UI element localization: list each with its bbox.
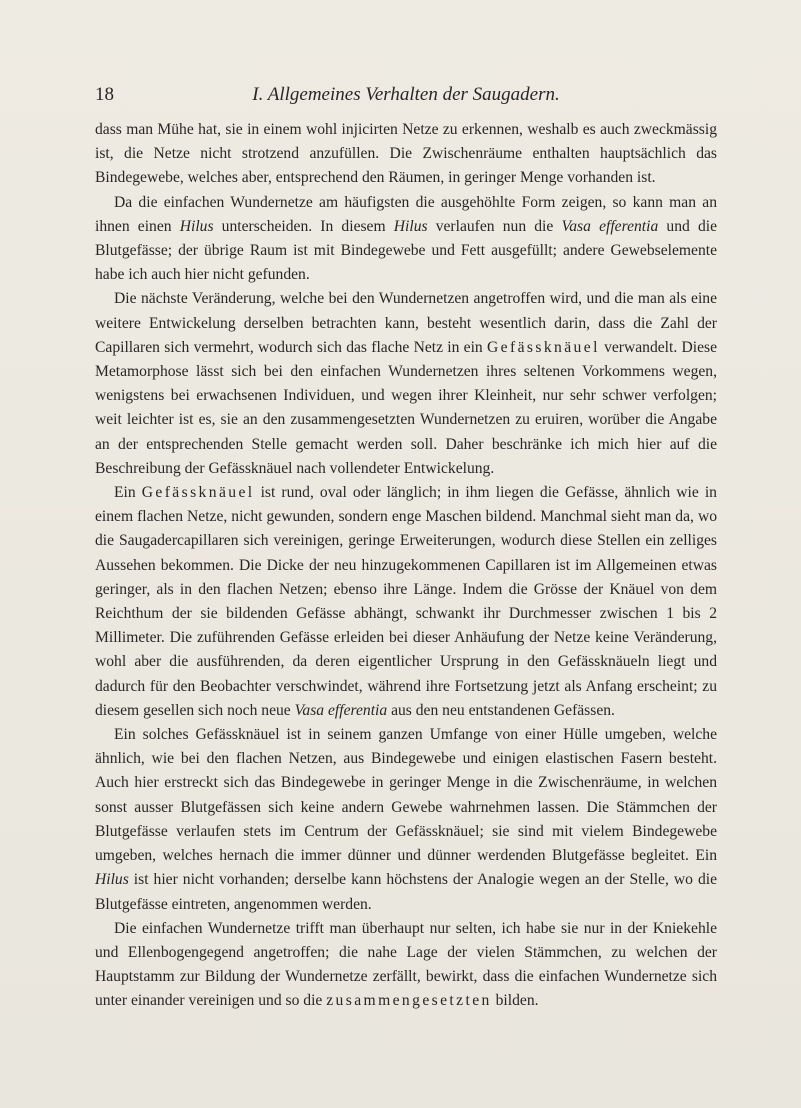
spaced-term-gefaessknaeuel: Gefässknäuel	[487, 338, 600, 356]
paragraph-3: Die nächste Veränderung, welche bei den Wundernetzen angetroffen wird, und die man als eine weitere Entwickelung derselben betrachten kann, besteht wesentlich darin, dass die Zahl der Capillaren sich vermehrt, wodurch sich das flache Netz in ein Gefässknäuel verwandelt. Diese Metamorphose lässt sich bei den einfachen Wundernetzen ihres seltenen Vorkommens wegen, wenigstens bei erwachsenen Individuen, und wegen ihrer Kleinheit, nur sehr schwer verfolgen; weit leichter ist es, sie an den zusammengesetzten Wundernetzen zu eruiren, worüber die Angabe an der entsprechenden Stelle gemacht werden soll. Daher beschränke ich mich hier auf die Beschreibung der Gefässknäuel nach vollendeter Entwickelung.	[95, 290, 718, 477]
paragraph-1: dass man Mühe hat, sie in einem wohl injicirten Netze zu erkennen, weshalb es auch zweckmässig ist, die Netze nicht strotzend anzufüllen. Die Zwischenräume enthalten hauptsächlich das Bindegewebe, welches aber, entsprechend den Räumen, in geringer Menge vorhanden ist.	[95, 121, 717, 187]
page-number: 18	[95, 84, 114, 105]
header-title: I. Allgemeines Verhalten der Saugadern.	[252, 84, 560, 105]
paragraph-2: Da die einfachen Wundernetze am häufigsten die ausgehöhlte Form zeigen, so kann man an ihnen einen Hilus unterscheiden. In diesem Hilus verlaufen nun die Vasa efferentia und die Blutgefässe; der übrige Raum ist mit Bindegewebe und Fett ausgefüllt; andere Gewebselemente habe ich auch hier nicht gefunden.	[95, 193, 717, 284]
paragraph-4: Ein Gefässknäuel ist rund, oval oder länglich; in ihm liegen die Gefässe, ähnlich wie in einem flachen Netze, nicht gewunden, sondern enge Maschen bildend. Manchmal sieht man da, wo die Saugadercapillaren sich vereinigen, geringe Erweiterungen, wodurch diese Stellen ein zelliges Aussehen bekommen. Die Dicke der neu hinzugekommenen Capillaren ist im Allgemeinen etwas geringer, als in den flachen Netzen; ebenso ihre Länge. Indem die Grösse der Knäuel von dem Reichthum der sie bildenden Gefässe abhängt, schwankt ihr Durchmesser zwischen 1 bis 2 Millimeter. Die zuführenden Gefässe erleiden bei dieser Anhäufung der Netze keine Veränderung, wohl aber die ausführenden, da deren eigentlicher Ursprung in den Gefässknäueln liegt und dadurch für den Beobachter verschwindet, während ihre Fortsetzung jetzt als Anfang erscheint; zu diesem gesellen sich noch neue Vasa efferentia aus den neu entstandenen Gefässen.	[95, 484, 717, 719]
term-hilus: Hilus	[95, 871, 129, 889]
running-head	[95, 83, 717, 107]
paragraph-5: Ein solches Gefässknäuel ist in seinem ganzen Umfange von einer Hülle umgeben, welche ähnlich, wie bei den flachen Netzen, aus Bindegewebe und einigen elastischen Fasern besteht. Auch hier erstreckt sich das Bindegewebe in geringer Menge in die Zwischenräume, in welchen sonst ausser Blutgefässen sich keine andern Gewebe wahrnehmen lassen. Die Stämmchen der Blutgefässe verlaufen stets im Centrum der Gefässknäuel; sie sind mit vielem Bindegewebe umgeben, welches hernach die immer dünner und dünner werdenden Blutgefässe begleitet. Ein Hilus ist hier nicht vorhanden; derselbe kann höchstens der Analogie wegen an der Stelle, wo die Blutgefässe eintreten, angenommen werden.	[95, 726, 717, 913]
paragraph-6: Die einfachen Wundernetze trifft man überhaupt nur selten, ich habe sie nur in der Kniekehle und Ellenbogengegend angetroffen; die nahe Lage der vielen Stämmchen, zu welchen der Hauptstamm zur Bildung der Wundernetze zerfällt, bewirkt, dass die einfachen Wundernetze sich unter einander vereinigen und so die zusammengesetzten bilden.	[95, 919, 717, 1010]
spaced-term-zusammengesetzten: zusammengesetzten	[326, 992, 492, 1010]
term-hilus: Hilus	[393, 217, 428, 235]
term-vasa-efferentia: Vasa efferentia	[561, 217, 659, 235]
body-text	[95, 118, 717, 1014]
spaced-term-gefaessknaeuel: Gefässknäuel	[141, 484, 255, 502]
term-hilus: Hilus	[179, 217, 214, 235]
term-vasa-efferentia: Vasa efferentia	[294, 701, 388, 719]
